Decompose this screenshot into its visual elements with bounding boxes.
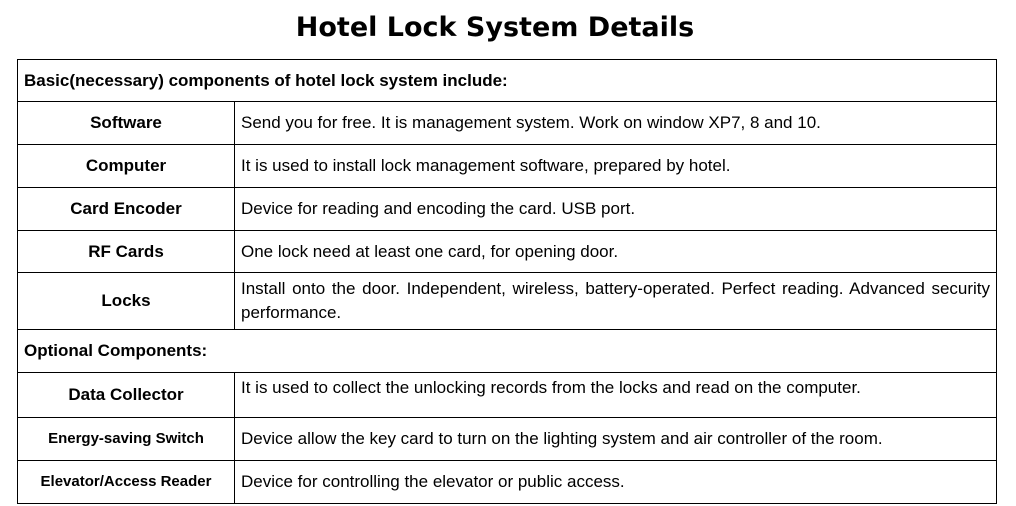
section-header-row: [18, 60, 997, 102]
component-name-locks: Locks: [18, 273, 235, 330]
component-description-card-encoder: Device for reading and encoding the card. USB port.: [235, 188, 997, 231]
basic-section-heading: Basic(necessary) components of hotel lock system include:: [18, 60, 997, 102]
component-name-data-collector: Data Collector: [18, 373, 235, 418]
optional-section-heading: Optional Components:: [18, 330, 997, 373]
table-row: [18, 273, 997, 330]
table-row: [18, 373, 997, 418]
component-description-data-collector: It is used to collect the unlocking records from the locks and read on the computer.: [235, 373, 997, 418]
component-description-elevator-access-reader: Device for controlling the elevator or public access.: [235, 461, 997, 504]
component-name-rf-cards: RF Cards: [18, 231, 235, 273]
component-name-computer: Computer: [18, 145, 235, 188]
component-description-software: Send you for free. It is management system. Work on window XP7, 8 and 10.: [235, 102, 997, 145]
component-name-elevator-access-reader: Elevator/Access Reader: [18, 461, 235, 504]
component-name-energy-saving-switch: Energy-saving Switch: [18, 418, 235, 461]
component-name-software: Software: [18, 102, 235, 145]
component-description-energy-saving-switch: Device allow the key card to turn on the lighting system and air controller of the room.: [235, 418, 997, 461]
table-row: [18, 231, 997, 273]
table-row: [18, 188, 997, 231]
table-row: [18, 418, 997, 461]
components-table: [17, 59, 997, 504]
component-description-rf-cards: One lock need at least one card, for opening door.: [235, 231, 997, 273]
table-row: [18, 461, 997, 504]
section-header-row: [18, 330, 997, 373]
component-description-computer: It is used to install lock management software, prepared by hotel.: [235, 145, 997, 188]
table-row: [18, 102, 997, 145]
page-title: Hotel Lock System Details: [295, 12, 695, 43]
table-row: [18, 145, 997, 188]
component-description-locks: Install onto the door. Independent, wireless, battery-operated. Perfect reading. Advanced security performance.: [235, 273, 997, 330]
component-name-card-encoder: Card Encoder: [18, 188, 235, 231]
